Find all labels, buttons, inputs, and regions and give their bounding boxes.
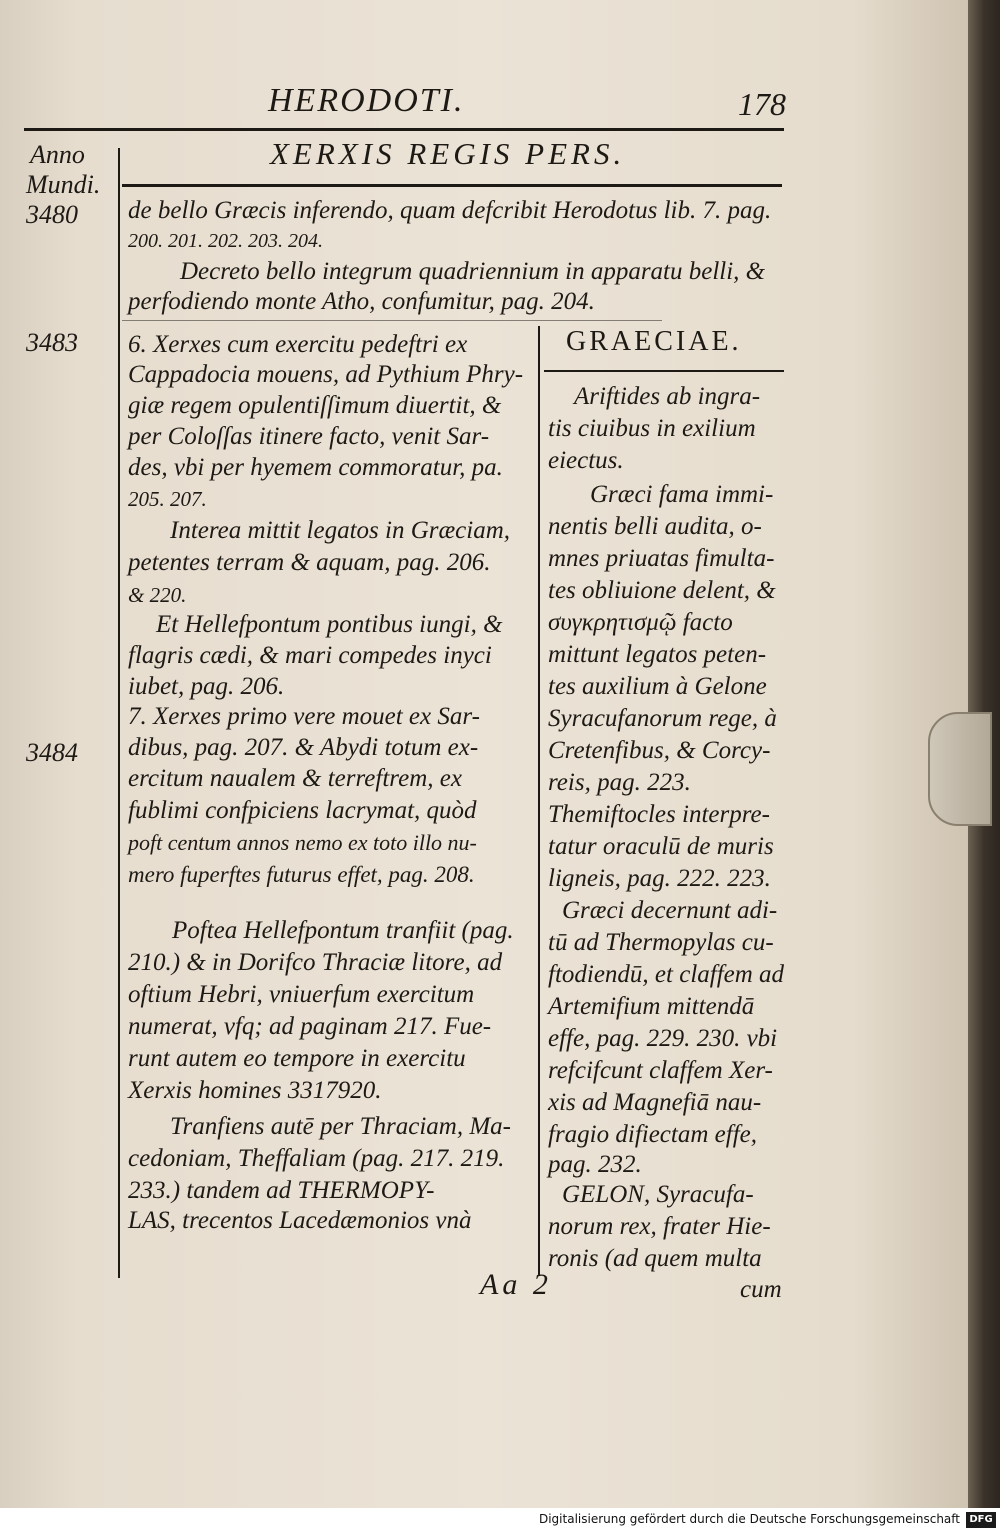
- head-rule: [24, 128, 784, 131]
- text-line: tes obliuione delent, &: [548, 577, 776, 604]
- text-line: 210.) & in Dorifco Thraciæ litore, ad: [128, 949, 503, 976]
- margin-year: 3483: [26, 328, 78, 357]
- text-line: cedoniam, Theffaliam (pag. 217. 219.: [128, 1145, 505, 1172]
- text-line: Græci fama immi-: [590, 481, 774, 508]
- text-line: iubet, pag. 206.: [128, 673, 285, 700]
- text-line: pag. 232.: [548, 1151, 642, 1178]
- text-line: Cappadocia mouens, ad Pythium Phry-: [128, 361, 524, 388]
- text-line: tes auxilium à Gelone: [548, 673, 767, 700]
- text-line: fublimi confpiciens lacrymat, quòd: [128, 797, 477, 824]
- section-rule: [122, 184, 782, 187]
- text-line: Et Hellefpontum pontibus iungi, &: [156, 611, 503, 638]
- margin-year: 3484: [26, 738, 78, 767]
- text-line: συγκρητισμῷ facto: [548, 609, 733, 636]
- column-rule: [538, 326, 540, 1276]
- text-line: Ariftides ab ingra-: [574, 383, 761, 410]
- text-line: Interea mittit legatos in Græciam,: [170, 517, 511, 544]
- text-line: perfodiendo monte Atho, confumitur, pag. 204.: [128, 288, 595, 315]
- book-clasp: [928, 712, 992, 826]
- text-line: flagris cædi, & mari compedes inyci: [128, 642, 492, 669]
- text-line: nentis belli audita, o-: [548, 513, 762, 540]
- text-line: tatur oraculū de muris: [548, 833, 774, 860]
- margin-rule: [118, 148, 120, 1278]
- margin-year: 3480: [26, 200, 78, 229]
- text-line: per Coloſſas itinere facto, venit Sar-: [128, 423, 490, 450]
- text-line: 205. 207.: [128, 487, 207, 511]
- right-heading-rule: [544, 370, 784, 372]
- page-number: 178: [738, 86, 786, 122]
- text-line: norum rex, frater Hie-: [548, 1213, 771, 1240]
- text-line: 6. Xerxes cum exercitu pedeftri ex: [128, 331, 468, 358]
- text-line: fragio difiectam effe,: [548, 1121, 757, 1148]
- text-line: ronis (ad quem multa: [548, 1245, 762, 1272]
- section-title: XERXIS REGIS PERS.: [270, 136, 626, 171]
- text-line: 233.) tandem ad THERMOPY-: [128, 1177, 435, 1204]
- text-line: effe, pag. 229. 230. vbi: [548, 1025, 778, 1052]
- text-line: 7. Xerxes primo vere mouet ex Sar-: [128, 703, 480, 730]
- text-line: ftodiendū, et claffem ad: [548, 961, 785, 988]
- footer-credit: Digitalisierung gefördert durch die Deutsche Forschungsgemeinschaft: [538, 1512, 960, 1526]
- text-line: mittunt legatos peten-: [548, 641, 767, 668]
- divider: [122, 320, 662, 321]
- text-line: ercitum naualem & terreftrem, ex: [128, 765, 462, 792]
- text-line: petentes terram & aquam, pag. 206.: [128, 549, 491, 576]
- dfg-logo: DFG: [966, 1512, 996, 1528]
- margin-anno: Anno: [30, 140, 85, 169]
- text-line: 200. 201. 202. 203. 204.: [128, 230, 323, 252]
- text-line: mnes priuatas fimulta-: [548, 545, 775, 572]
- text-line: Græci decernunt adi-: [562, 897, 778, 924]
- text-line: GELON, Syracufa-: [562, 1181, 754, 1208]
- signature-mark: Aa 2: [480, 1268, 552, 1301]
- text-line: reis, pag. 223.: [548, 769, 691, 796]
- text-line: Themiftocles interpre-: [548, 801, 770, 828]
- text-line: LAS, trecentos Lacedæmonios vnà: [128, 1207, 472, 1234]
- text-line: poft centum annos nemo ex toto illo nu-: [128, 830, 477, 855]
- text-line: xis ad Magnefiā nau-: [548, 1089, 762, 1116]
- running-head-title: HERODOTI.: [268, 82, 465, 119]
- text-line: Syracufanorum rege, à: [548, 705, 777, 732]
- text-line: Decreto bello integrum quadriennium in apparatu belli, &: [180, 258, 766, 285]
- text-line: de bello Græcis inferendo, quam defcribit Herodotus lib. 7. pag.: [128, 197, 772, 224]
- text-line: tū ad Thermopylas cu-: [548, 929, 774, 956]
- text-line: runt autem eo tempore in exercitu: [128, 1045, 466, 1072]
- text-line: mero fuperftes futurus effet, pag. 208.: [128, 862, 475, 887]
- right-column-heading: GRAECIAE.: [566, 326, 742, 357]
- text-line: tis ciuibus in exilium: [548, 415, 756, 442]
- text-line: Poftea Hellefpontum tranfiit (pag.: [172, 917, 514, 944]
- text-line: eiectus.: [548, 447, 624, 474]
- text-line: Artemifium mittendā: [548, 993, 755, 1020]
- text-line: dibus, pag. 207. & Abydi totum ex-: [128, 734, 479, 761]
- catchword: cum: [740, 1276, 782, 1303]
- text-line: Cretenfibus, & Corcy-: [548, 737, 771, 764]
- text-line: numerat, vfq; ad paginam 217. Fue-: [128, 1013, 492, 1040]
- text-line: refcifcunt claffem Xer-: [548, 1057, 773, 1084]
- text-line: Xerxis homines 3317920.: [128, 1077, 382, 1104]
- text-line: & 220.: [128, 583, 187, 607]
- text-line: giæ regem opulentiſſimum diuertit, &: [128, 392, 502, 419]
- text-line: Tranfiens autē per Thraciam, Ma-: [170, 1113, 511, 1140]
- text-line: ligneis, pag. 222. 223.: [548, 865, 771, 892]
- digitization-footer: [0, 1508, 1000, 1532]
- text-line: oftium Hebri, vniuerfum exercitum: [128, 981, 475, 1008]
- margin-mundi: Mundi.: [26, 170, 101, 199]
- text-line: des, vbi per hyemem commoratur, pa.: [128, 454, 503, 481]
